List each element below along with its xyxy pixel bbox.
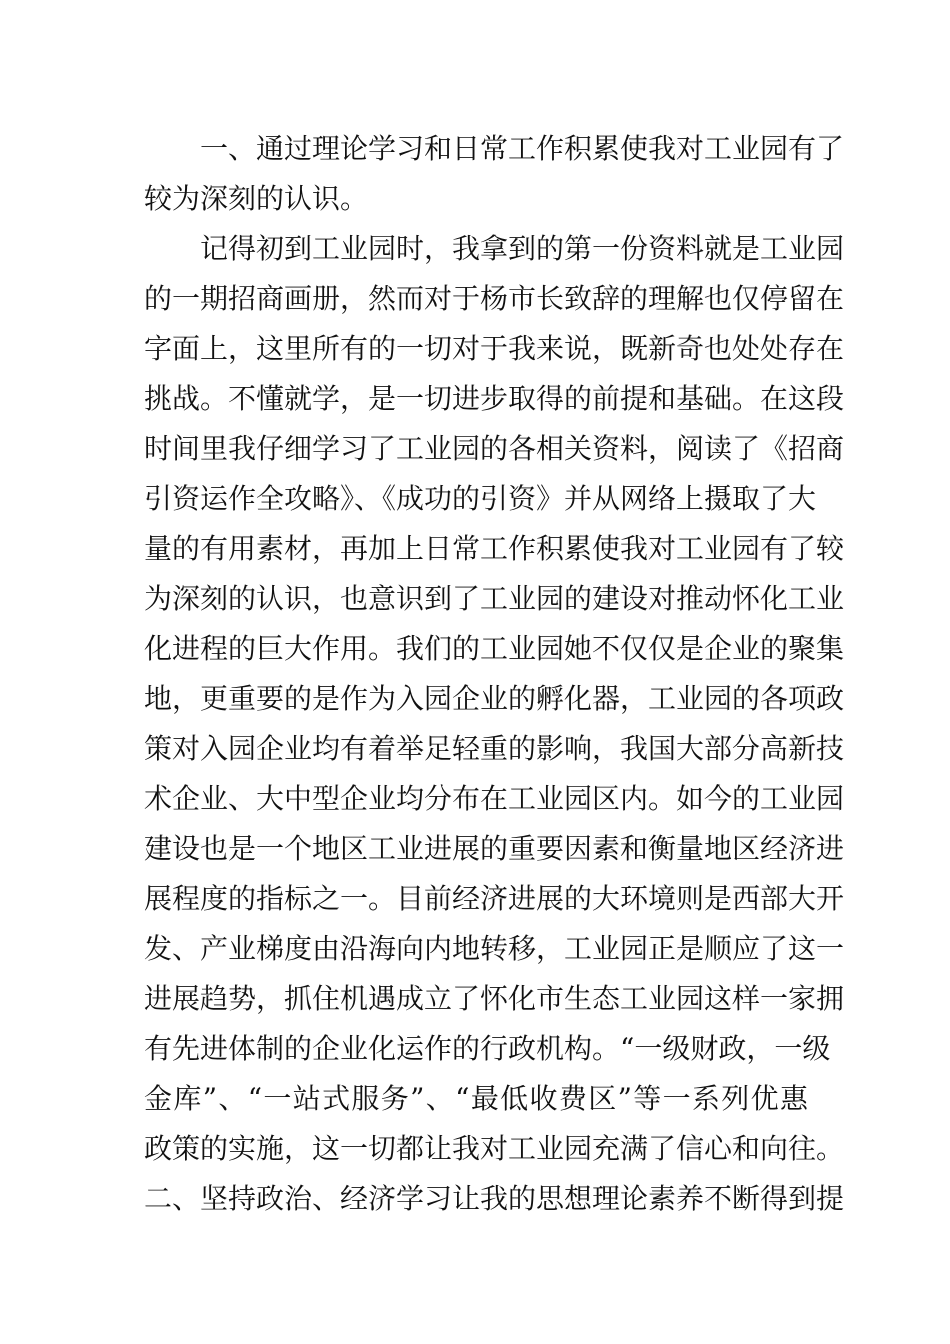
- text-line: 发、产业梯度由沿海向内地转移，工业园正是顺应了这一: [144, 932, 845, 965]
- text-line: 记得初到工业园时，我拿到的第一份资料就是工业园: [200, 232, 845, 265]
- text-line: 一、通过理论学习和日常工作积累使我对工业园有了: [200, 132, 845, 165]
- text-line: 挑战。不懂就学，是一切进步取得的前提和基础。在这段: [144, 382, 845, 415]
- text-line: 展程度的指标之一。目前经济进展的大环境则是西部大开: [144, 882, 845, 915]
- text-line: 量的有用素材，再加上日常工作积累使我对工业园有了较: [144, 532, 845, 565]
- text-line: 为深刻的认识，也意识到了工业园的建设对推动怀化工业: [144, 582, 845, 615]
- text-line: 政策的实施，这一切都让我对工业园充满了信心和向往。: [144, 1132, 845, 1165]
- text-line: 字面上，这里所有的一切对于我来说，既新奇也处处存在: [144, 332, 845, 365]
- paragraph-heading-two: [144, 1174, 845, 1224]
- paragraph-body: [144, 224, 845, 1174]
- text-line: 较为深刻的认识。: [144, 182, 369, 215]
- text-line: 术企业、大中型企业均分布在工业园区内。如今的工业园: [144, 782, 845, 815]
- text-line: 金库”、“一站式服务”、“最低收费区”等一系列优惠: [144, 1082, 808, 1115]
- document-body: [144, 124, 845, 1224]
- text-line: 时间里我仔细学习了工业园的各相关资料，阅读了《招商: [144, 432, 845, 465]
- text-line: 进展趋势，抓住机遇成立了怀化市生态工业园这样一家拥: [144, 982, 845, 1015]
- text-line: 策对入园企业均有着举足轻重的影响，我国大部分高新技: [144, 732, 845, 765]
- text-line: 有先进体制的企业化运作的行政机构。“一级财政，一级: [144, 1032, 831, 1065]
- text-line: 化进程的巨大作用。我们的工业园她不仅仅是企业的聚集: [144, 632, 845, 665]
- text-line: 引资运作全攻略》、《成功的引资》并从网络上摄取了大: [144, 482, 817, 515]
- text-line: 地，更重要的是作为入园企业的孵化器，工业园的各项政: [144, 682, 845, 715]
- text-line: 建设也是一个地区工业进展的重要因素和衡量地区经济进: [144, 832, 845, 865]
- paragraph-heading-one: [144, 124, 845, 224]
- text-line: 的一期招商画册，然而对于杨市长致辞的理解也仅停留在: [144, 282, 845, 315]
- text-line: 二、坚持政治、经济学习让我的思想理论素养不断得到提: [144, 1182, 845, 1215]
